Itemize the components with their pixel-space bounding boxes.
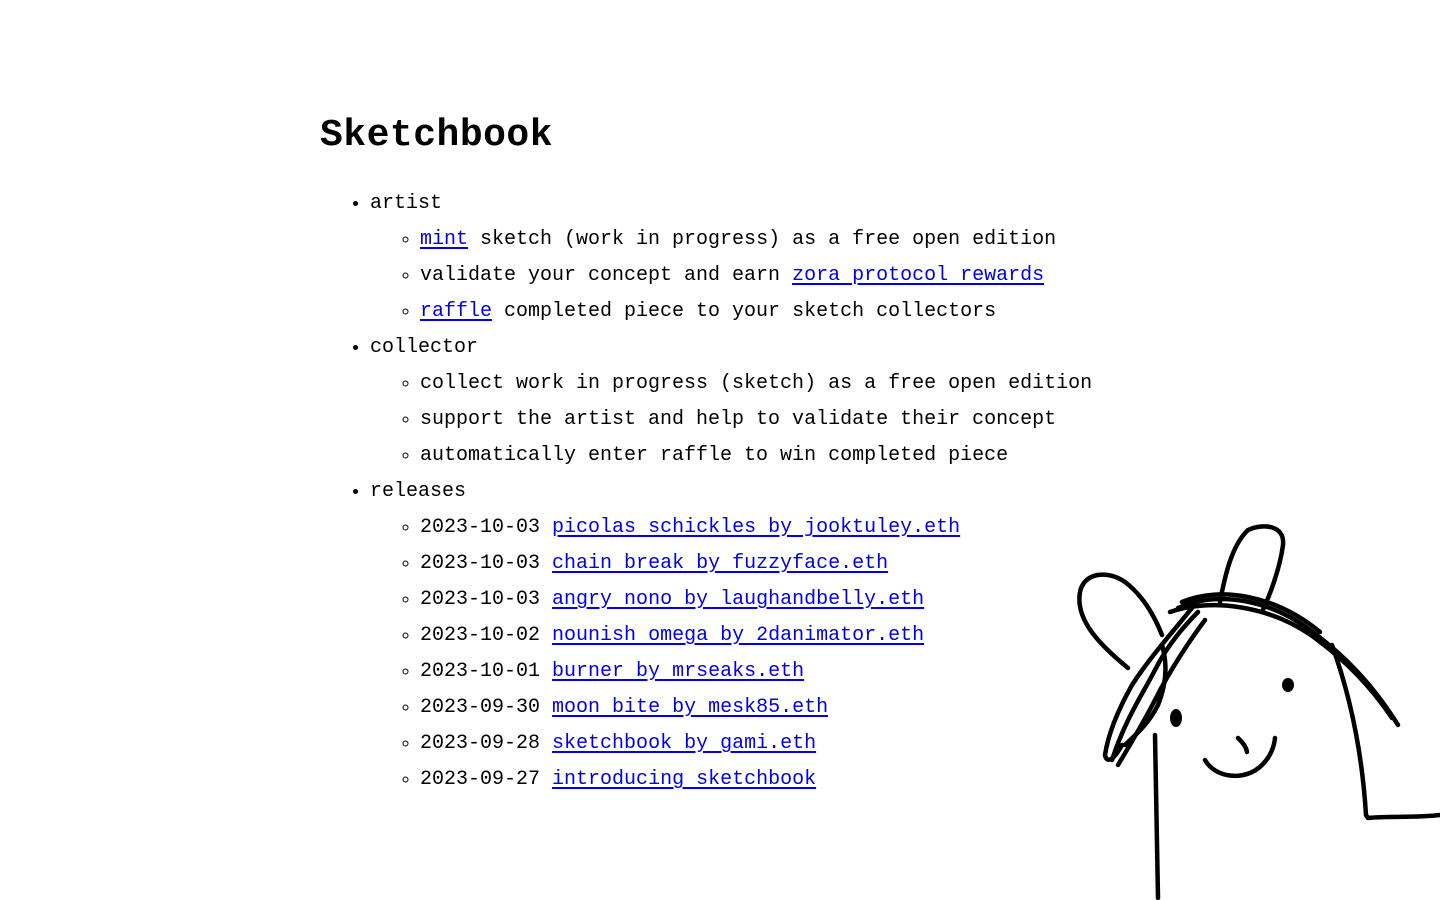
- artist-list: [370, 222, 1220, 330]
- raffle-link[interactable]: raffle: [420, 300, 493, 323]
- release-date: 2023-10-02: [420, 624, 541, 647]
- section-label-artist: artist: [370, 192, 443, 215]
- section-label-collector: collector: [370, 336, 479, 359]
- release-link[interactable]: moon bite by mesk85.eth: [552, 696, 829, 719]
- release-date: 2023-10-03: [420, 552, 541, 575]
- list-item-text: validate your concept and earn: [420, 264, 793, 287]
- release-date: 2023-09-27: [420, 768, 541, 791]
- release-link[interactable]: angry nono by laughandbelly.eth: [552, 588, 925, 611]
- release-date: 2023-10-01: [420, 660, 541, 683]
- release-link[interactable]: nounish omega by 2danimator.eth: [552, 624, 925, 647]
- list-item: ◦ automatically enter raffle to win completed piece: [420, 438, 1220, 474]
- section-artist: [370, 186, 1220, 330]
- release-link[interactable]: burner by mrseaks.eth: [552, 660, 805, 683]
- release-link[interactable]: chain break by fuzzyface.eth: [552, 552, 889, 575]
- section-collector: [370, 330, 1220, 474]
- page-title: Sketchbook: [320, 114, 554, 157]
- horse-doodle-icon: [1070, 520, 1440, 900]
- release-link[interactable]: sketchbook by gami.eth: [552, 732, 817, 755]
- release-link[interactable]: introducing sketchbook: [552, 768, 817, 791]
- release-date: 2023-09-28: [420, 732, 541, 755]
- list-item: [420, 222, 1220, 258]
- release-date: 2023-09-30: [420, 696, 541, 719]
- list-item: [420, 258, 1220, 294]
- list-item: ◦ support the artist and help to validate their concept: [420, 402, 1220, 438]
- section-label-releases: releases: [370, 480, 467, 503]
- zora-rewards-link[interactable]: zora protocol rewards: [792, 264, 1045, 287]
- mint-link[interactable]: mint: [420, 228, 469, 251]
- release-link[interactable]: picolas schickles by jooktuley.eth: [552, 516, 961, 539]
- list-item-text: completed piece to your sketch collectors: [492, 300, 997, 323]
- list-item: [420, 294, 1220, 330]
- release-date: 2023-10-03: [420, 516, 541, 539]
- list-item-text: sketch (work in progress) as a free open edition: [468, 228, 1057, 251]
- collector-list: [370, 366, 1220, 474]
- release-date: 2023-10-03: [420, 588, 541, 611]
- list-item: ◦ collect work in progress (sketch) as a free open edition: [420, 366, 1220, 402]
